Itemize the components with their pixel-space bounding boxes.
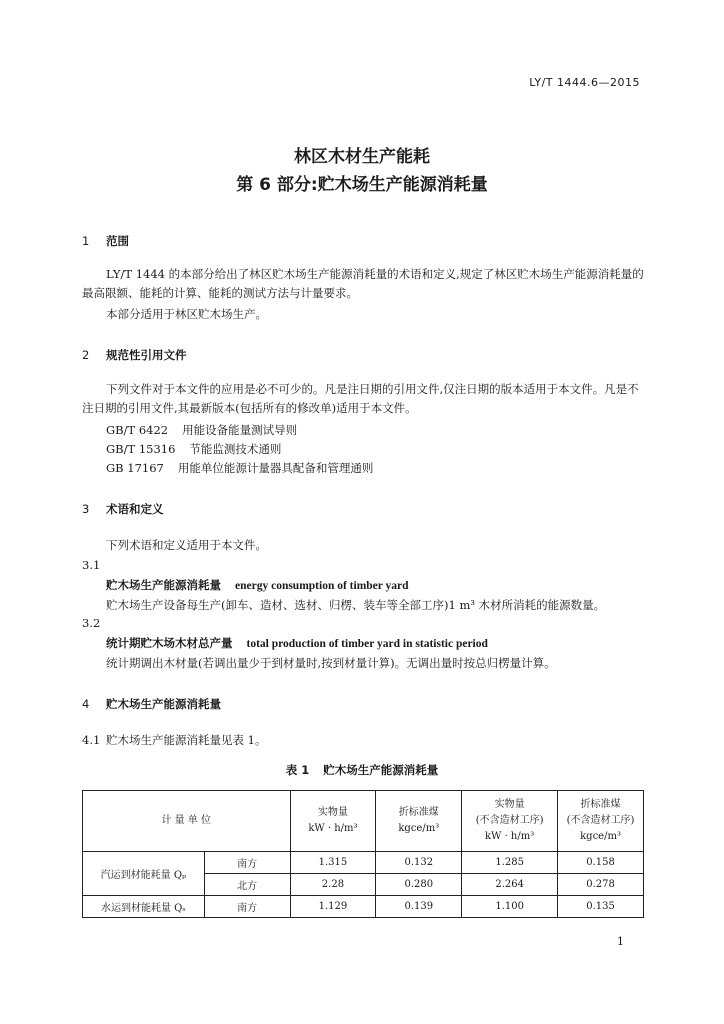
- cell-value: 0.158: [558, 852, 644, 874]
- term-number: 3.2: [82, 616, 101, 630]
- section-number: 4: [82, 697, 90, 711]
- section-title: 贮木场生产能源消耗量: [106, 697, 221, 711]
- header-label: 实物量: [317, 807, 348, 818]
- term-english: energy consumption of timber yard: [235, 580, 409, 592]
- terms-intro: 下列术语和定义适用于本文件。: [106, 538, 267, 552]
- section-heading-normative-references: [82, 347, 187, 363]
- cell-value: 1.129: [290, 896, 376, 918]
- references-paragraph: 下列文件对于本文件的应用是必不可少的。凡是注日期的引用文件,仅注日期的版本适用于本文件。凡是不注日期的引用文件,其最新版本(包括所有的修改单)适用于本文件。: [82, 382, 639, 415]
- reference-code: GB 17167: [106, 461, 164, 475]
- header-label: 折标准煤: [398, 807, 439, 818]
- header-unit: kW · h/m³: [485, 831, 535, 842]
- reference-title: 用能设备能量测试导则: [182, 423, 298, 437]
- section-title: 术语和定义: [106, 502, 164, 516]
- table-number: 表 1: [285, 763, 310, 777]
- cell-value: 1.315: [290, 852, 376, 874]
- reference-item: [106, 441, 281, 457]
- cell-value: 2.28: [290, 874, 376, 896]
- header-measure-unit: 计 量 单 位: [83, 791, 291, 852]
- clause-number: 4.1: [82, 733, 101, 747]
- cell-value: 0.132: [376, 852, 462, 874]
- header-unit: kgce/m³: [580, 831, 621, 842]
- reference-code: GB/T 6422: [106, 423, 169, 437]
- table-row: [83, 852, 644, 874]
- row-region: 北方: [204, 874, 290, 896]
- reference-title: 用能单位能源计量器具配备和管理通则: [177, 461, 374, 475]
- header-standard-coal: [376, 791, 462, 852]
- term-entry: [106, 577, 409, 593]
- row-category: 汽运到材能耗量 Qₚ: [83, 852, 205, 896]
- term-definition: 统计期调出木材量(若调出量少于到材量时,按到材量计算)。无调出量时按总归楞量计算。: [106, 656, 556, 670]
- section-heading-energy-consumption: [82, 696, 221, 712]
- cell-value: 1.285: [462, 852, 558, 874]
- term-entry: [106, 635, 488, 651]
- section-number: 1: [82, 234, 90, 248]
- reference-item: [106, 460, 373, 476]
- header-unit: kW · h/m³: [308, 823, 358, 834]
- term-chinese: 贮木场生产能源消耗量: [106, 578, 221, 592]
- row-region: 南方: [204, 896, 290, 918]
- table-row: [83, 896, 644, 918]
- cell-value: 2.264: [462, 874, 558, 896]
- row-category: 水运到材能耗量 Qₛ: [83, 896, 205, 918]
- reference-item: [106, 422, 297, 438]
- scope-paragraph: LY/T 1444 的本部分给出了林区贮木场生产能源消耗量的术语和定义,规定了林区贮木场生产能源消耗量的最高限额、能耗的计算、能耗的测试方法与计量要求。: [82, 267, 644, 300]
- scope-applicability: 本部分适用于林区贮木场生产。: [106, 307, 267, 321]
- cell-value: 0.280: [376, 874, 462, 896]
- cell-value: 1.100: [462, 896, 558, 918]
- header-label: 折标准煤: [580, 799, 621, 810]
- header-unit: kgce/m³: [398, 823, 440, 834]
- section-title: 范围: [106, 234, 129, 248]
- section-number: 3: [82, 502, 90, 516]
- term-number: 3.1: [82, 558, 101, 572]
- section-number: 2: [82, 348, 90, 362]
- table-caption-text: 贮木场生产能源消耗量: [323, 763, 439, 777]
- cell-value: 0.135: [558, 896, 644, 918]
- document-subtitle: 第 6 部分:贮木场生产能源消耗量: [236, 175, 488, 195]
- clause-4-1: [82, 731, 644, 750]
- header-physical-quantity-excl: [462, 791, 558, 852]
- header-note: (不含造材工序): [566, 815, 635, 826]
- header-standard-coal-excl: [558, 791, 644, 852]
- section-heading-scope: [82, 233, 129, 249]
- header-note: (不含造材工序): [475, 815, 544, 826]
- clause-text: 贮木场生产能源消耗量见表 1。: [106, 733, 267, 747]
- term-definition: 贮木场生产设备每生产(卸车、造材、选材、归楞、装车等全部工序)1 m³ 木材所消耗的能源数量。: [106, 598, 606, 612]
- row-region: 南方: [204, 852, 290, 874]
- header-physical-quantity: [290, 791, 376, 852]
- section-title: 规范性引用文件: [106, 348, 187, 362]
- standard-number: LY/T 1444.6—2015: [529, 76, 640, 89]
- table-caption: [0, 762, 724, 778]
- page-number: 1: [617, 935, 624, 948]
- reference-code: GB/T 15316: [106, 442, 176, 456]
- document-title: 林区木材生产能耗: [294, 147, 430, 167]
- cell-value: 0.278: [558, 874, 644, 896]
- term-chinese: 统计期贮木场木材总产量: [106, 636, 233, 650]
- header-label: 实物量: [494, 799, 525, 810]
- reference-title: 节能监测技术通则: [189, 442, 282, 456]
- cell-value: 0.139: [376, 896, 462, 918]
- energy-consumption-table: [82, 790, 644, 918]
- section-heading-terms: [82, 501, 164, 517]
- table-header-row: [83, 791, 644, 852]
- term-english: total production of timber yard in statistic period: [246, 638, 488, 650]
